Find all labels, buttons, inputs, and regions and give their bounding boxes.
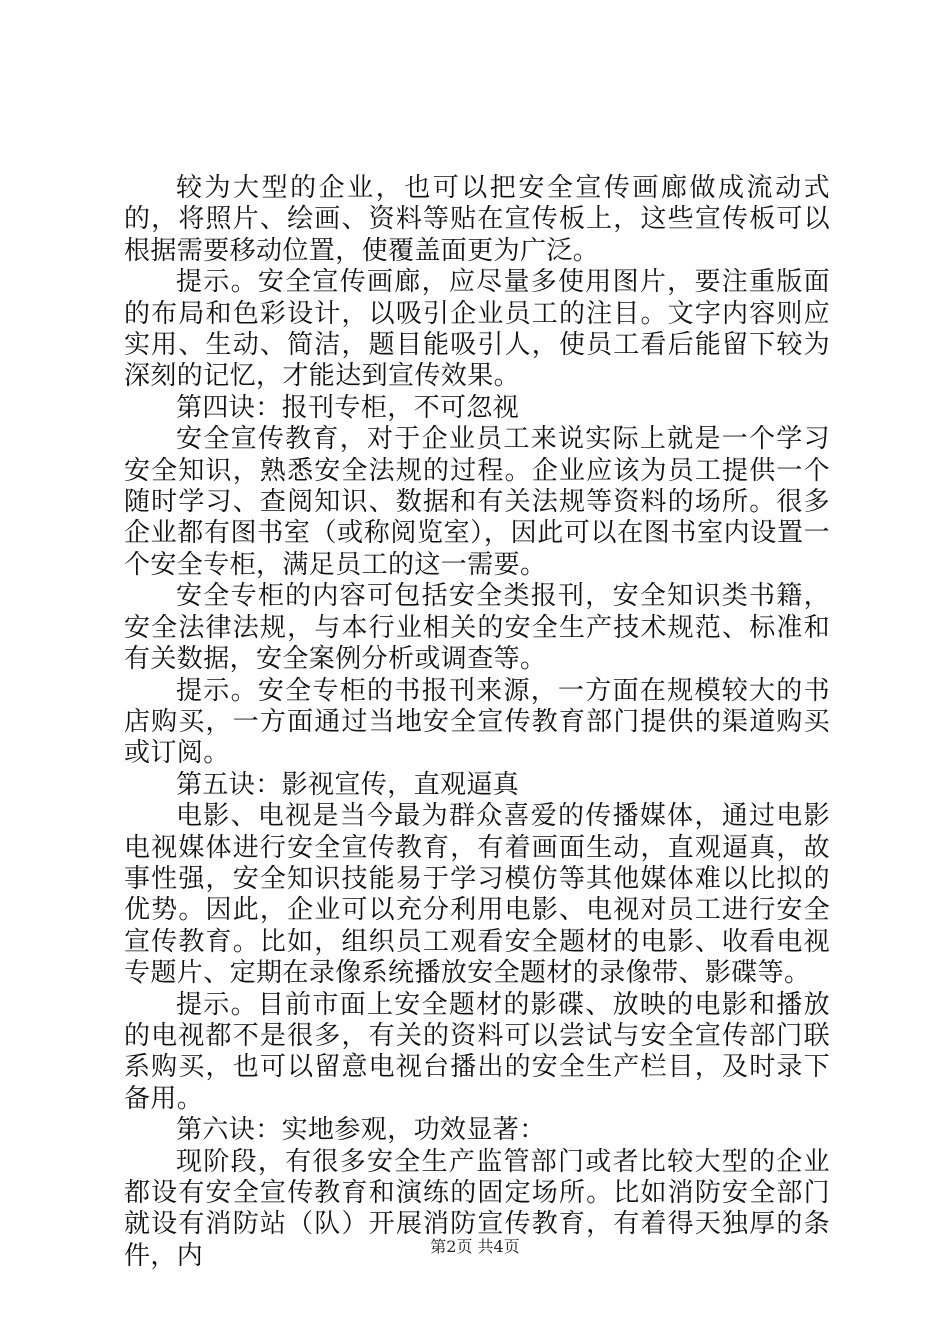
paragraph: 提示。目前市面上安全题材的影碟、放映的电影和播放的电视都不是很多，有关的资料可以尝试与安全宣传部门联系购买，也可以留意电视台播出的安全生产栏目，及时录下备用。	[124, 989, 830, 1114]
paragraph: 较为大型的企业，也可以把安全宣传画廊做成流动式的，将照片、绘画、资料等贴在宣传板上，这些宣传板可以根据需要移动位置，使覆盖面更为广泛。	[124, 173, 830, 266]
paragraph: 安全宣传教育，对于企业员工来说实际上就是一个学习安全知识，熟悉安全法规的过程。企业应该为员工提供一个随时学习、查阅知识、数据和有关法规等资料的场所。很多企业都有图书室（或称阅览室），因此可以在图书室内设置一个安全专柜，满足员工的这一需要。	[124, 424, 830, 580]
section-heading: 第五诀：影视宣传，直观逼真	[176, 769, 520, 800]
section-heading: 第六诀：实地参观，功效显著：	[176, 1115, 546, 1146]
section-heading: 第四诀：报刊专柜，不可忽视	[176, 392, 520, 423]
paragraph: 现阶段，有很多安全生产监管部门或者比较大型的企业都设有安全宣传教育和演练的固定场所。比如消防安全部门就设有消防站（队）开展消防宣传教育，有着得天独厚的条件，内	[124, 1146, 830, 1271]
paragraph: 提示。安全专柜的书报刊来源，一方面在规模较大的书店购买，一方面通过当地安全宣传教育部门提供的渠道购买或订阅。	[124, 675, 830, 769]
paragraph: 电影、电视是当今最为群众喜爱的传播媒体，通过电影电视媒体进行安全宣传教育，有着画面生动，直观逼真，故事性强，安全知识技能易于学习模仿等其他媒体难以比拟的优势。因此，企业可以充分利用电影、电视对员工进行安全宣传教育。比如，组织员工观看安全题材的电影、收看电视专题片、定期在录像系统播放安全题材的录像带、影碟等。	[124, 801, 830, 989]
page-footer: 第2页 共4页	[430, 1237, 520, 1256]
paragraph: 安全专柜的内容可包括安全类报刊，安全知识类书籍，安全法律法规，与本行业相关的安全生产技术规范、标准和有关数据，安全案例分析或调查等。	[124, 581, 830, 675]
paragraph: 提示。安全宣传画廊，应尽量多使用图片，要注重版面的布局和色彩设计，以吸引企业员工的注目。文字内容则应实用、生动、简洁，题目能吸引人，使员工看后能留下较为深刻的记忆，才能达到宣传效果。	[124, 267, 830, 392]
document-body	[124, 173, 830, 1272]
